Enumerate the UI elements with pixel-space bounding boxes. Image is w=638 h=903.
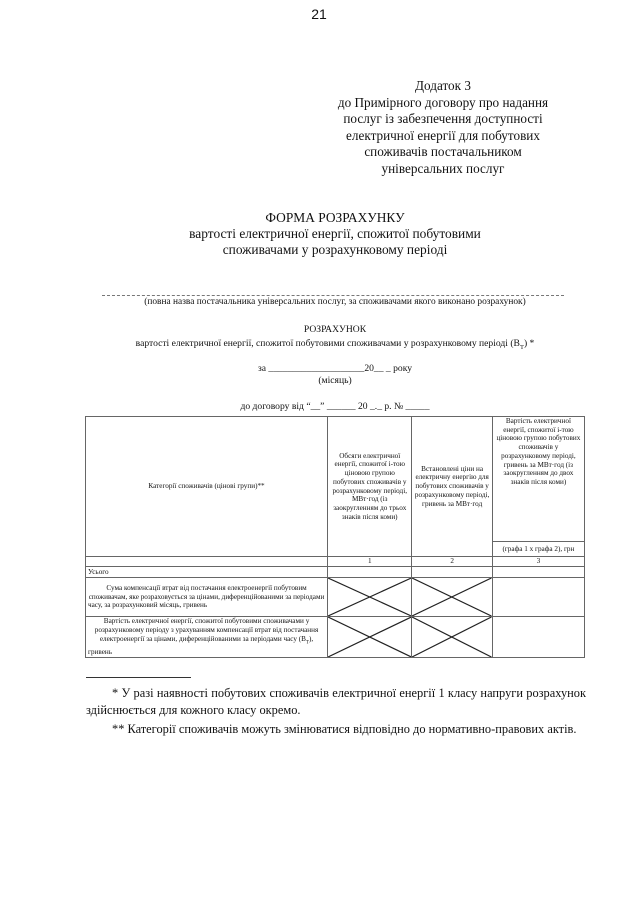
compensation-col3-cell[interactable] [492,578,584,617]
column-number: 1 [328,557,412,567]
table-header-row [86,417,585,542]
table-row [86,567,585,578]
addendum-line: електричної енергії для побутових [346,127,540,143]
calculation-subtitle-suffix: ) * [523,338,535,349]
footnote-2: ** Категорії споживачів можуть змінюватися відповідно до нормативно-правових актів. [112,722,577,736]
subscript: Т [519,343,524,351]
table-row [86,578,585,617]
crossed-out-cell [328,617,412,658]
crossed-out-cell [412,578,492,617]
footnote-divider [86,677,191,678]
form-title [80,210,590,258]
addendum-line: Додаток 3 [415,78,471,93]
period-caption: (місяць) [318,375,352,386]
row-label-total: Усього [86,567,328,578]
total-col1-cell[interactable] [328,567,412,578]
addendum-line: універсальних послуг [381,160,505,176]
supplier-caption: (повна назва постачальника універсальних послуг, за споживачами якого виконано розрахунок) [144,297,526,307]
table-row [86,617,585,658]
empty-cell [86,557,328,567]
calculation-subtitle [80,337,590,355]
supplier-name-blank[interactable] [102,295,564,296]
subscript: Т [305,640,310,646]
header-category: Категорії споживачів (цінові групи)** [86,417,328,557]
addendum-header [298,78,588,178]
calculation-title [80,323,590,355]
header-col1: Обсяги електричної енергії, спожитої і-тою ціновою групою побутових споживачів у розрахунковому періоді, МВт·год (із заокругленням до трьох знаків після коми) [328,417,412,557]
header-col3: Вартість електричної енергії, спожитої і-тою ціновою групою побутових споживачів у розрахунковому періоді, гривень за МВт·год (із заокругленням до двох знаків після коми) [492,417,584,542]
period-field[interactable]: за ____________________20__ _ року [257,363,413,374]
footnote-1: * У разі наявності побутових споживачів електричної енергії 1 класу напруги розрахунок здійснюється для кожного класу окремо. [86,686,586,717]
row-label-cost-suffix: ), гривень [88,634,314,656]
row-label-cost-text: Вартість електричної енергії, спожитої побутовими споживачами у розрахунковому періоду з урахуванням компенсації втрат від постачання електроенергії за цінами, диференційованими за періодами часу (В [94,617,319,643]
period-line [80,363,590,387]
form-title-line: вартості електричної енергії, спожитої побутовими [189,226,481,241]
header-col3-formula: (графа 1 х графа 2), грн [492,542,584,557]
row-label-compensation: Сума компенсації втрат від постачання електроенергії побутовим споживачам, яке розраховується за цінами, диференційованими за періодами часу, за розрахунковий місяць, гривень [86,578,328,617]
header-col2: Встановлені ціни на електричну енергію для побутових споживачів у розрахунковому періоді, гривень за МВт·год [412,417,492,557]
crossed-out-cell [412,617,492,658]
cross-mark [328,617,411,657]
row-label-cost [86,617,328,658]
crossed-out-cell [328,578,412,617]
total-col2-cell[interactable] [412,567,492,578]
cost-col3-cell[interactable] [492,617,584,658]
form-title-heading: ФОРМА РОЗРАХУНКУ [265,210,405,225]
contract-line[interactable]: до договору від “__” ______ 20 _._ р. № _____ [240,401,430,412]
form-title-line: споживачами у розрахунковому періоді [222,242,448,257]
calculation-heading: РОЗРАХУНОК [303,324,367,335]
cross-mark [328,578,411,616]
addendum-line: споживачів постачальником [364,144,522,160]
cross-mark [412,578,491,616]
page-number: 21 [311,6,327,22]
total-col3-cell[interactable] [492,567,584,578]
addendum-line: до Примірного договору про надання [337,94,549,110]
cross-mark [412,617,491,657]
addendum-line: послуг із забезпечення доступності [343,111,543,127]
column-number-row [86,557,585,567]
calculation-subtitle-text: вартості електричної енергії, спожитої побутовими споживачами у розрахунковому періоді (В [135,338,520,349]
calculation-table [85,416,585,658]
column-number: 2 [412,557,492,567]
column-number: 3 [492,557,584,567]
